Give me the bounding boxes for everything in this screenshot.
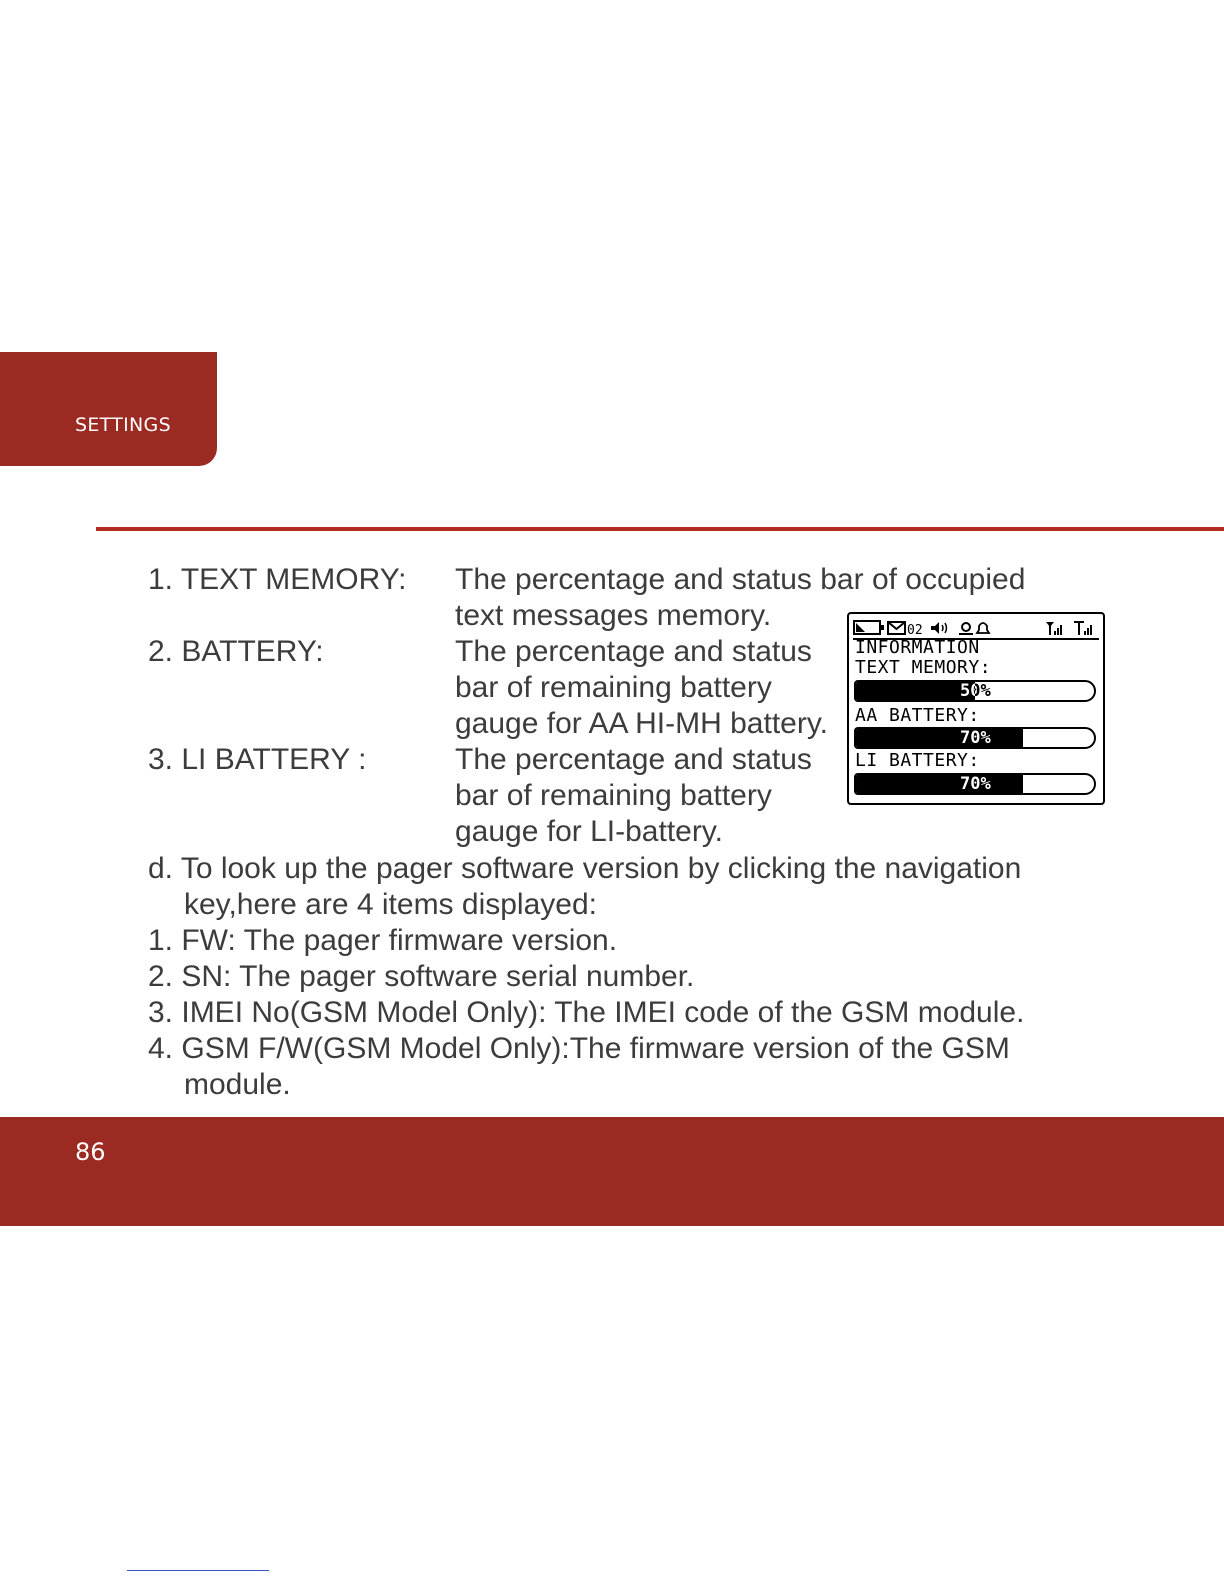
aa-battery-bar-fill xyxy=(856,729,1023,747)
version-item-gsm-fw: 4. GSM F/W(GSM Model Only):The firmware version of the GSM xyxy=(148,1032,1010,1065)
li-battery-bar xyxy=(854,773,1096,795)
version-item-imei: 3. IMEI No(GSM Model Only): The IMEI code of the GSM module. xyxy=(148,996,1025,1029)
li-battery-bar-fill xyxy=(856,775,1023,793)
message-count: 02 xyxy=(907,623,923,638)
section-title: SETTINGS xyxy=(75,414,171,436)
page-number: 86 xyxy=(75,1138,106,1166)
term-battery: 2. BATTERY: xyxy=(148,635,324,668)
text-memory-bar-fill xyxy=(856,682,975,700)
li-battery-value: 70% xyxy=(960,774,991,794)
status-icons xyxy=(853,618,1103,638)
version-intro-line2: key,here are 4 items displayed: xyxy=(184,888,597,921)
desc-text-memory-line1: The percentage and status bar of occupied xyxy=(455,563,1026,596)
desc-text-memory-line2: text messages memory. xyxy=(455,599,772,632)
desc-li-battery-line1: The percentage and status xyxy=(455,743,812,776)
desc-battery-line2: bar of remaining battery xyxy=(455,671,772,704)
text-memory-bar xyxy=(854,680,1096,702)
term-text-memory: 1. TEXT MEMORY: xyxy=(148,563,407,596)
bell-icon xyxy=(977,623,989,633)
speaker-icon xyxy=(931,622,947,634)
section-tab xyxy=(0,352,217,466)
desc-battery-line3: gauge for AA HI-MH battery. xyxy=(455,707,828,740)
envelope-icon xyxy=(888,622,905,634)
link-underline xyxy=(127,1570,269,1571)
desc-li-battery-line3: gauge for LI-battery. xyxy=(455,815,723,848)
footer-band xyxy=(0,1117,1224,1226)
screen-title: INFORMATION xyxy=(855,637,980,658)
header-rule xyxy=(96,527,1224,531)
pager-info-screen xyxy=(847,612,1105,805)
version-item-gsm-fw-line2: module. xyxy=(184,1068,291,1101)
version-item-sn: 2. SN: The pager software serial number. xyxy=(148,960,695,993)
alarm-icon xyxy=(959,623,973,634)
text-memory-value: 50% xyxy=(960,681,991,701)
text-memory-label: TEXT MEMORY: xyxy=(855,657,992,678)
battery-status-icon xyxy=(854,621,884,634)
desc-battery-line1: The percentage and status xyxy=(455,635,812,668)
gsm-signal-icon xyxy=(1074,622,1092,635)
version-intro-line1: d. To look up the pager software version by clicking the navigation xyxy=(148,852,1022,885)
li-battery-label: LI BATTERY: xyxy=(855,750,980,771)
aa-battery-label: AA BATTERY: xyxy=(855,705,980,726)
term-li-battery: 3. LI BATTERY : xyxy=(148,743,367,776)
aa-battery-value: 70% xyxy=(960,728,991,748)
version-item-fw: 1. FW: The pager firmware version. xyxy=(148,924,618,957)
desc-li-battery-line2: bar of remaining battery xyxy=(455,779,772,812)
aa-battery-bar xyxy=(854,727,1096,749)
antenna-signal-icon xyxy=(1046,622,1062,635)
